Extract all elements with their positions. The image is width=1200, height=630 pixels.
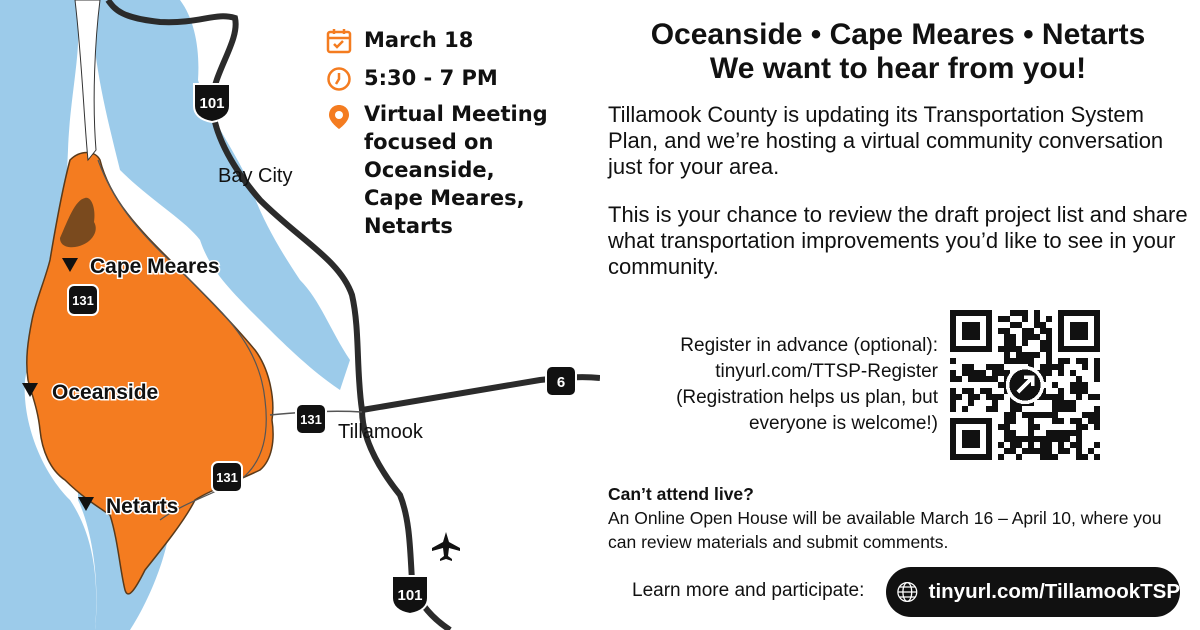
svg-text:Oceanside: Oceanside [52,381,159,404]
cant-attend-title: Can’t attend live? [608,484,754,504]
headline-call: We want to hear from you! [709,52,1087,85]
event-details [326,26,586,250]
route-6-shield [546,366,576,396]
svg-text:Cape Meares: Cape Meares [90,255,220,278]
register-info [608,333,938,437]
city-label-tillamook: Tillamook [338,421,423,443]
event-date: March 18 [364,28,474,52]
learn-more-label: Learn more and participate: [632,580,865,601]
clock-icon [326,66,352,92]
meeting-line-4: Cape Meares, [364,186,525,210]
route-101-shield-south [392,576,428,614]
event-location-row [326,102,586,240]
cant-attend-section [608,482,1188,554]
airport-icon [432,532,460,561]
cant-attend-body: An Online Open House will be available March 16 – April 10, where you can review materials and submit comments. [608,508,1162,552]
event-location [364,100,574,240]
svg-text:131: 131 [300,412,322,427]
svg-text:131: 131 [72,293,94,308]
calendar-icon [326,28,352,54]
meeting-line-3: Oceanside, [364,158,495,182]
meeting-line-2: focused on [364,130,494,154]
register-line-4: everyone is welcome!) [748,413,938,434]
event-time-row [326,64,586,92]
route-131-shield-netarts [212,462,242,492]
bayocean-spit [75,0,100,160]
meeting-line-1: Virtual Meeting [364,102,548,126]
svg-text:6: 6 [556,374,566,391]
globe-icon [896,574,919,610]
meeting-line-5: Netarts [364,214,453,238]
register-link[interactable]: tinyurl.com/TTSP-Register [715,361,938,382]
svg-text:131: 131 [216,470,238,485]
learn-more-link-button[interactable] [886,567,1180,617]
event-time: 5:30 - 7 PM [364,66,498,90]
route-131-shield-tillamook [296,404,326,434]
route-131-shield-cape [68,285,98,315]
svg-text:101: 101 [397,587,423,604]
location-pin-icon [326,104,352,130]
svg-text:Netarts: Netarts [106,495,179,518]
info-panel [608,18,1188,302]
route-101-shield-north [194,84,230,122]
headline [608,18,1188,86]
register-line-3: (Registration helps us plan, but [676,387,938,408]
headline-communities: Oceanside • Cape Meares • Netarts [650,18,1146,51]
svg-text:101: 101 [199,95,225,112]
purpose-paragraph: This is your chance to review the draft project list and share what transportation improvements you’d like to see in your community. [608,202,1188,279]
event-date-row [326,26,586,54]
learn-more-link: tinyurl.com/TillamookTSP [928,580,1180,603]
qr-code[interactable] [950,310,1100,460]
city-label-bay-city: Bay City [218,165,293,187]
intro-paragraph: Tillamook County is updating its Transportation System Plan, and we’re hosting a virtual community conversation just for your area. [608,102,1164,179]
register-line-1: Register in advance (optional): [680,335,938,356]
